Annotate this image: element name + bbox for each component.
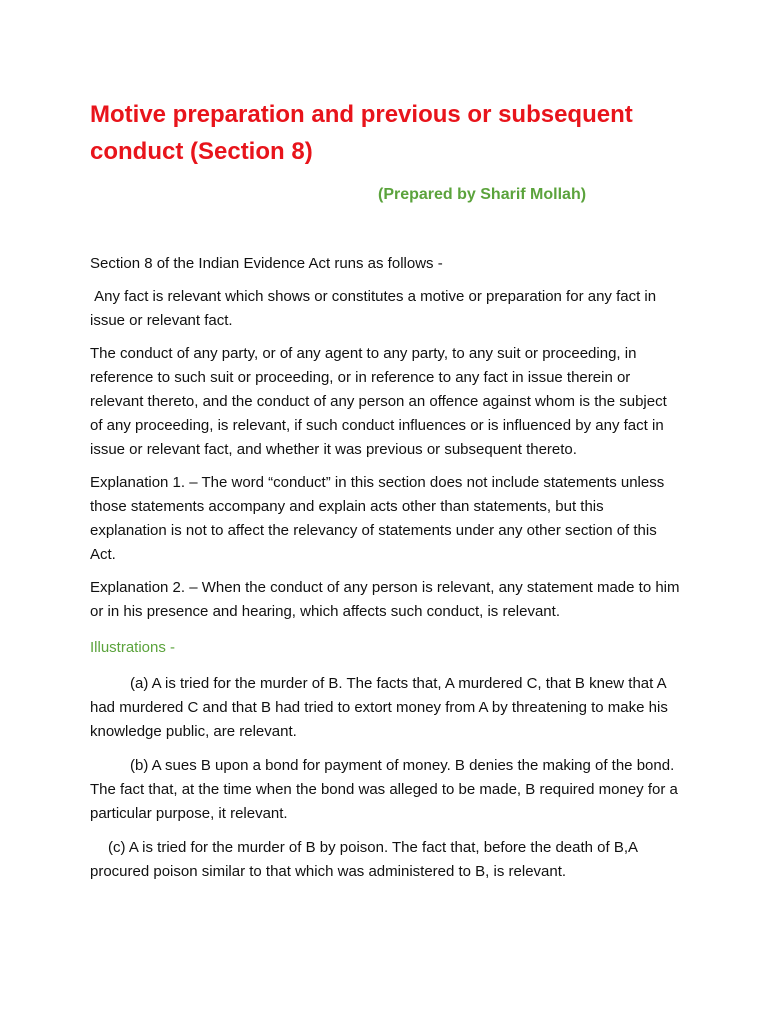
author-line: (Prepared by Sharif Mollah) xyxy=(378,186,587,203)
illustration-a: (a) A is tried for the murder of B. The facts that, A murdered C, that B knew that A had murdered C and that B had tried to extort money from A by threatening to make his knowledge public, are relevant. xyxy=(90,675,668,740)
document-title: Motive preparation and previous or subsequent conduct (Section 8) xyxy=(90,101,633,165)
illustrations-heading-label: Illustrations xyxy=(90,639,166,656)
illustrations-heading xyxy=(90,636,682,660)
paragraph-motive: Any fact is relevant which shows or constitutes a motive or preparation for any fact in issue or relevant fact. xyxy=(90,288,661,329)
paragraph-explanation-1: Explanation 1. – The word “conduct” in this section does not include statements unless those statements accompany and explain acts other than statements, but this explanation is not to affect the relevancy of statements under any other section of this Act. xyxy=(90,474,665,563)
illustration-c: (c) A is tried for the murder of B by poison. The fact that, before the death of B,A procured poison similar to that which was administered to B, is relevant. xyxy=(90,839,638,880)
illustrations-heading-suffix: - xyxy=(165,639,176,656)
paragraph-intro: Section 8 of the Indian Evidence Act runs as follows - xyxy=(90,255,443,272)
illustrations-list xyxy=(90,672,682,884)
paragraph-conduct: The conduct of any party, or of any agent to any party, to any suit or proceeding, in reference to such suit or proceeding, or in reference to any fact in issue therein or relevant thereto, and the conduct of any person an offence against whom is the subject of any proceeding, is relevant, if such conduct influences or is influenced by any fact in issue or relevant fact, and whether it was previous or subsequent thereto. xyxy=(90,345,667,458)
document-body xyxy=(90,252,682,884)
paragraph-explanation-2: Explanation 2. – When the conduct of any person is relevant, any statement made to him or in his presence and hearing, which affects such conduct, is relevant. xyxy=(90,579,680,620)
illustration-b: (b) A sues B upon a bond for payment of money. B denies the making of the bond. The fact that, at the time when the bond was alleged to be made, B required money for a particular purpose, it relevant. xyxy=(90,757,678,822)
